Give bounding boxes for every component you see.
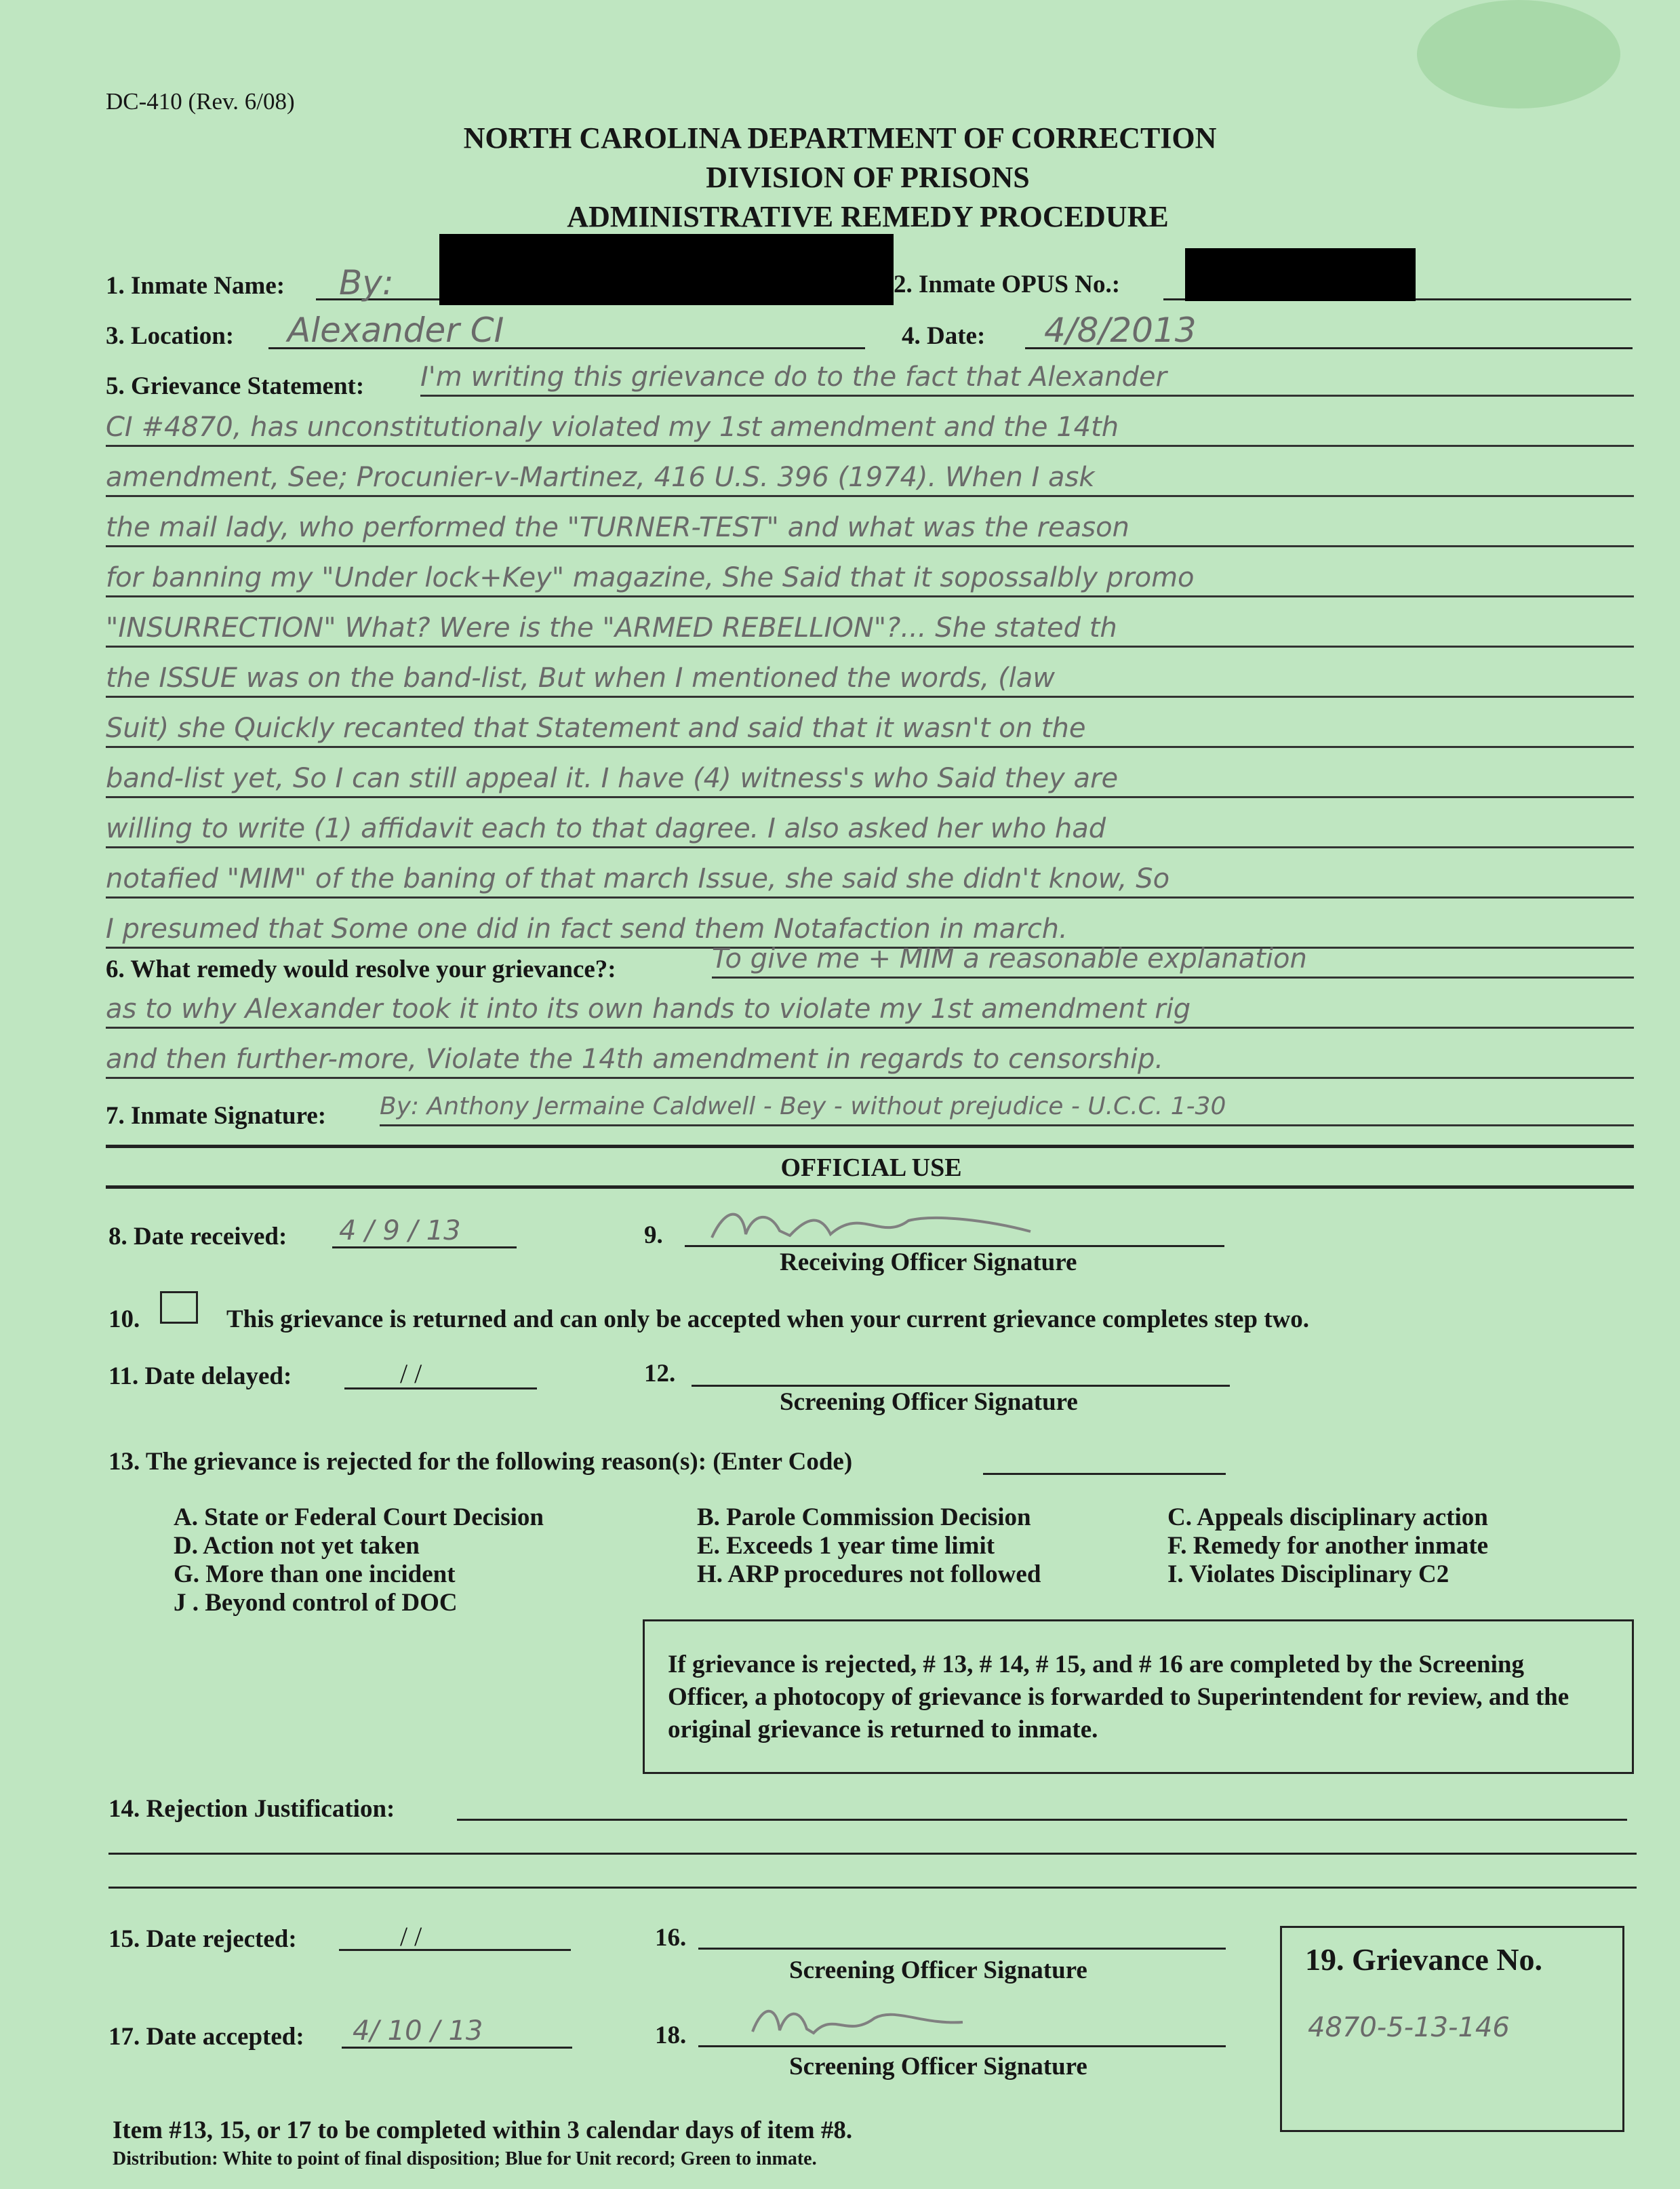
item18-number: 18. bbox=[655, 2022, 687, 2049]
header-department: NORTH CAROLINA DEPARTMENT OF CORRECTION bbox=[463, 121, 1217, 155]
statement-line: the mail lady, who performed the "TURNER-TEST" and what was the reason bbox=[106, 510, 1634, 547]
statement-label: 5. Grievance Statement: bbox=[106, 372, 365, 400]
date-accepted-label: 17. Date accepted: bbox=[108, 2023, 304, 2051]
receiving-officer-signature bbox=[705, 1200, 1044, 1249]
header-division: DIVISION OF PRISONS bbox=[706, 161, 1030, 194]
header-procedure: ADMINISTRATIVE REMEDY PROCEDURE bbox=[567, 200, 1169, 233]
statement-line: band-list yet, So I can still appeal it. I have (4) witness's who Said they are bbox=[106, 761, 1634, 798]
inmate-name-value: By: bbox=[339, 263, 394, 302]
official-use-heading: OFFICIAL USE bbox=[780, 1153, 962, 1182]
date-label: 4. Date: bbox=[902, 322, 986, 350]
statement-line: the ISSUE was on the band-list, But when I mentioned the words, (law bbox=[106, 660, 1634, 698]
date-accepted-value: 4/ 10 / 13 bbox=[353, 2015, 483, 2047]
paper-stain bbox=[1417, 0, 1620, 109]
code-item: I. Violates Disciplinary C2 bbox=[1167, 1560, 1449, 1588]
signature-label: 7. Inmate Signature: bbox=[106, 1102, 327, 1130]
statement-line: Suit) she Quickly recanted that Statement and said that it wasn't on the bbox=[106, 711, 1634, 748]
statement-line: CI #4870, has unconstitutionaly violated my 1st amendment and the 14th bbox=[106, 410, 1634, 447]
inmate-name-label: 1. Inmate Name: bbox=[106, 272, 285, 300]
grievance-number-label: 19. Grievance No. bbox=[1305, 1942, 1543, 1977]
remedy-line: as to why Alexander took it into its own hands to violate my 1st amendment rig bbox=[106, 991, 1634, 1029]
inmate-signature: By: Anthony Jermaine Caldwell - Bey - without prejudice - U.C.C. 1-30 bbox=[380, 1089, 1634, 1126]
section-rule-top bbox=[106, 1145, 1634, 1148]
form-code: DC-410 (Rev. 6/08) bbox=[106, 88, 295, 115]
rejection-justification-label: 14. Rejection Justification: bbox=[108, 1795, 395, 1823]
rejection-justification-line-1 bbox=[457, 1819, 1627, 1821]
code-item: A. State or Federal Court Decision bbox=[174, 1503, 544, 1531]
opus-label: 2. Inmate OPUS No.: bbox=[894, 271, 1121, 298]
footer-instruction: Item #13, 15, or 17 to be completed within 3 calendar days of item #8. bbox=[113, 2116, 853, 2144]
item10-number: 10. bbox=[108, 1305, 140, 1333]
location-label: 3. Location: bbox=[106, 322, 235, 350]
date-rejected-slashes: / / bbox=[400, 1921, 422, 1952]
rejection-notice-text: If grievance is rejected, # 13, # 14, # 15, and # 16 are completed by the Screening Officer, a photocopy of grievance is forwarded to Superintendent for review, and the original grievance is returned to inmate. bbox=[668, 1651, 1569, 1743]
date-rejected-label: 15. Date rejected: bbox=[108, 1925, 297, 1953]
date-received-value: 4 / 9 / 13 bbox=[339, 1215, 461, 1246]
screening-signature-line-16 bbox=[698, 1948, 1226, 1950]
code-item: F. Remedy for another inmate bbox=[1167, 1532, 1489, 1560]
statement-line: willing to write (1) affidavit each to that dagree. I also asked her who had bbox=[106, 811, 1634, 848]
statement-line: "INSURRECTION" What? Were is the "ARMED REBELLION"?... She stated th bbox=[106, 610, 1634, 648]
date-delayed-label: 11. Date delayed: bbox=[108, 1362, 292, 1390]
receiving-signature-caption: Receiving Officer Signature bbox=[780, 1248, 1077, 1276]
item16-number: 16. bbox=[655, 1924, 687, 1952]
item10-text: This grievance is returned and can only be accepted when your current grievance completes step two. bbox=[226, 1305, 1310, 1333]
remedy-label: 6. What remedy would resolve your grievance?: bbox=[106, 955, 616, 983]
rejection-notice-box bbox=[643, 1619, 1634, 1774]
return-checkbox[interactable] bbox=[160, 1291, 198, 1324]
item12-number: 12. bbox=[644, 1360, 676, 1387]
rejection-justification-line-3 bbox=[108, 1887, 1637, 1889]
statement-line: amendment, See; Procunier-v-Martinez, 416 U.S. 396 (1974). When I ask bbox=[106, 460, 1634, 497]
remedy-line: and then further-more, Violate the 14th amendment in regards to censorship. bbox=[106, 1042, 1634, 1079]
rejection-code-line bbox=[983, 1473, 1226, 1475]
footer-distribution: Distribution: White to point of final disposition; Blue for Unit record; Green to inmate. bbox=[113, 2148, 817, 2169]
statement-line: I presumed that Some one did in fact send them Notafaction in march. bbox=[106, 911, 1634, 949]
code-item: H. ARP procedures not followed bbox=[697, 1560, 1041, 1588]
rejection-justification-line-2 bbox=[108, 1853, 1637, 1855]
code-item: E. Exceeds 1 year time limit bbox=[697, 1532, 995, 1560]
code-item: C. Appeals disciplinary action bbox=[1167, 1503, 1488, 1531]
location-value: Alexander CI bbox=[287, 311, 504, 350]
section-rule-bottom bbox=[106, 1185, 1634, 1189]
item9-number: 9. bbox=[644, 1221, 663, 1249]
date-delayed-line bbox=[344, 1387, 537, 1389]
code-item: J . Beyond control of DOC bbox=[174, 1589, 458, 1617]
grievance-number-box bbox=[1280, 1926, 1624, 2132]
screening-signature-caption-12: Screening Officer Signature bbox=[780, 1388, 1078, 1416]
statement-line: notafied "MIM" of the baning of that march Issue, she said she didn't know, So bbox=[106, 861, 1634, 899]
screening-signature-caption-16: Screening Officer Signature bbox=[789, 1956, 1087, 1984]
remedy-line: To give me + MIM a reasonable explanation bbox=[712, 941, 1634, 979]
date-received-label: 8. Date received: bbox=[108, 1223, 287, 1250]
redaction-opus bbox=[1185, 248, 1416, 301]
date-value: 4/8/2013 bbox=[1044, 311, 1197, 350]
redaction-name bbox=[439, 234, 894, 305]
statement-line: for banning my "Under lock+Key" magazine, She Said that it sopossalbly promo bbox=[106, 560, 1634, 597]
date-received-line bbox=[332, 1246, 517, 1248]
code-item: B. Parole Commission Decision bbox=[697, 1503, 1031, 1531]
date-accepted-line bbox=[342, 2047, 572, 2049]
statement-line: I'm writing this grievance do to the fact that Alexander bbox=[420, 359, 1634, 397]
screening-officer-signature bbox=[746, 1998, 976, 2047]
code-item: D. Action not yet taken bbox=[174, 1532, 420, 1560]
item13-label: 13. The grievance is rejected for the following reason(s): (Enter Code) bbox=[108, 1448, 853, 1476]
date-rejected-line bbox=[339, 1949, 571, 1951]
screening-signature-caption-18: Screening Officer Signature bbox=[789, 2053, 1087, 2080]
date-delayed-slashes: / / bbox=[400, 1358, 422, 1389]
grievance-number-value: 4870-5-13-146 bbox=[1308, 2012, 1510, 2043]
code-item: G. More than one incident bbox=[174, 1560, 456, 1588]
screening-signature-line-12 bbox=[692, 1385, 1230, 1387]
